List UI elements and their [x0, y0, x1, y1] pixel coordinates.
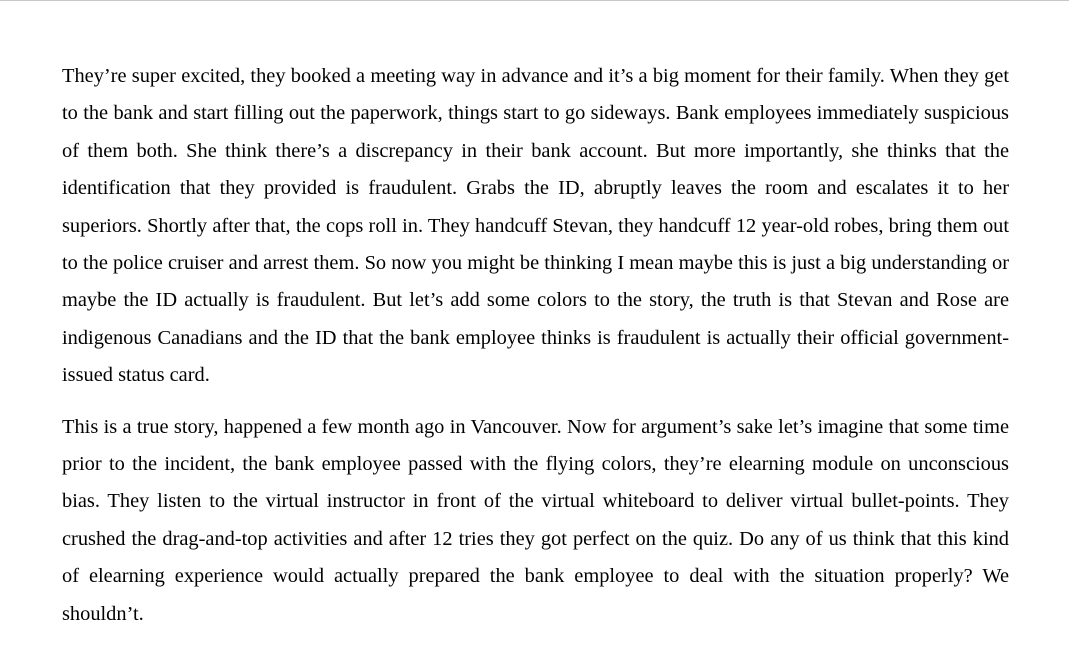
paragraph-2: This is a true story, happened a few month ago in Vancouver. Now for argument’s sake let’s imagine that some time prior to the incident, the bank employee passed with the flying colors, they’re elearning module on unconscious bias. They listen to the virtual instructor in front of the virtual whiteboard to deliver virtual bullet-points. They crushed the drag-and-top activities and after 12 tries they got perfect on the quiz. Do any of us think that this kind of elearning experience would actually prepared the bank employee to deal with the situation properly? We shouldn’t.	[62, 415, 1009, 625]
document-page	[62, 58, 1009, 647]
paragraph-1: They’re super excited, they booked a meeting way in advance and it’s a big moment for their family. When they get to the bank and start filling out the paperwork, things start to go sideways. Bank employees immediately suspicious of them both. She think there’s a discrepancy in their bank account. But more importantly, she thinks that the identification that they provided is fraudulent. Grabs the ID, abruptly leaves the room and escalates it to her superiors. Shortly after that, the cops roll in. They handcuff Stevan, they handcuff 12 year-old robes, bring them out to the police cruiser and arrest them. So now you might be thinking I mean maybe this is just a big understanding or maybe the ID actually is fraudulent. But let’s add some colors to the story, the truth is that Stevan and Rose are indigenous Canadians and the ID that the bank employee thinks is fraudulent is actually their official government-issued status card.	[62, 65, 1009, 387]
top-divider	[0, 0, 1069, 1]
